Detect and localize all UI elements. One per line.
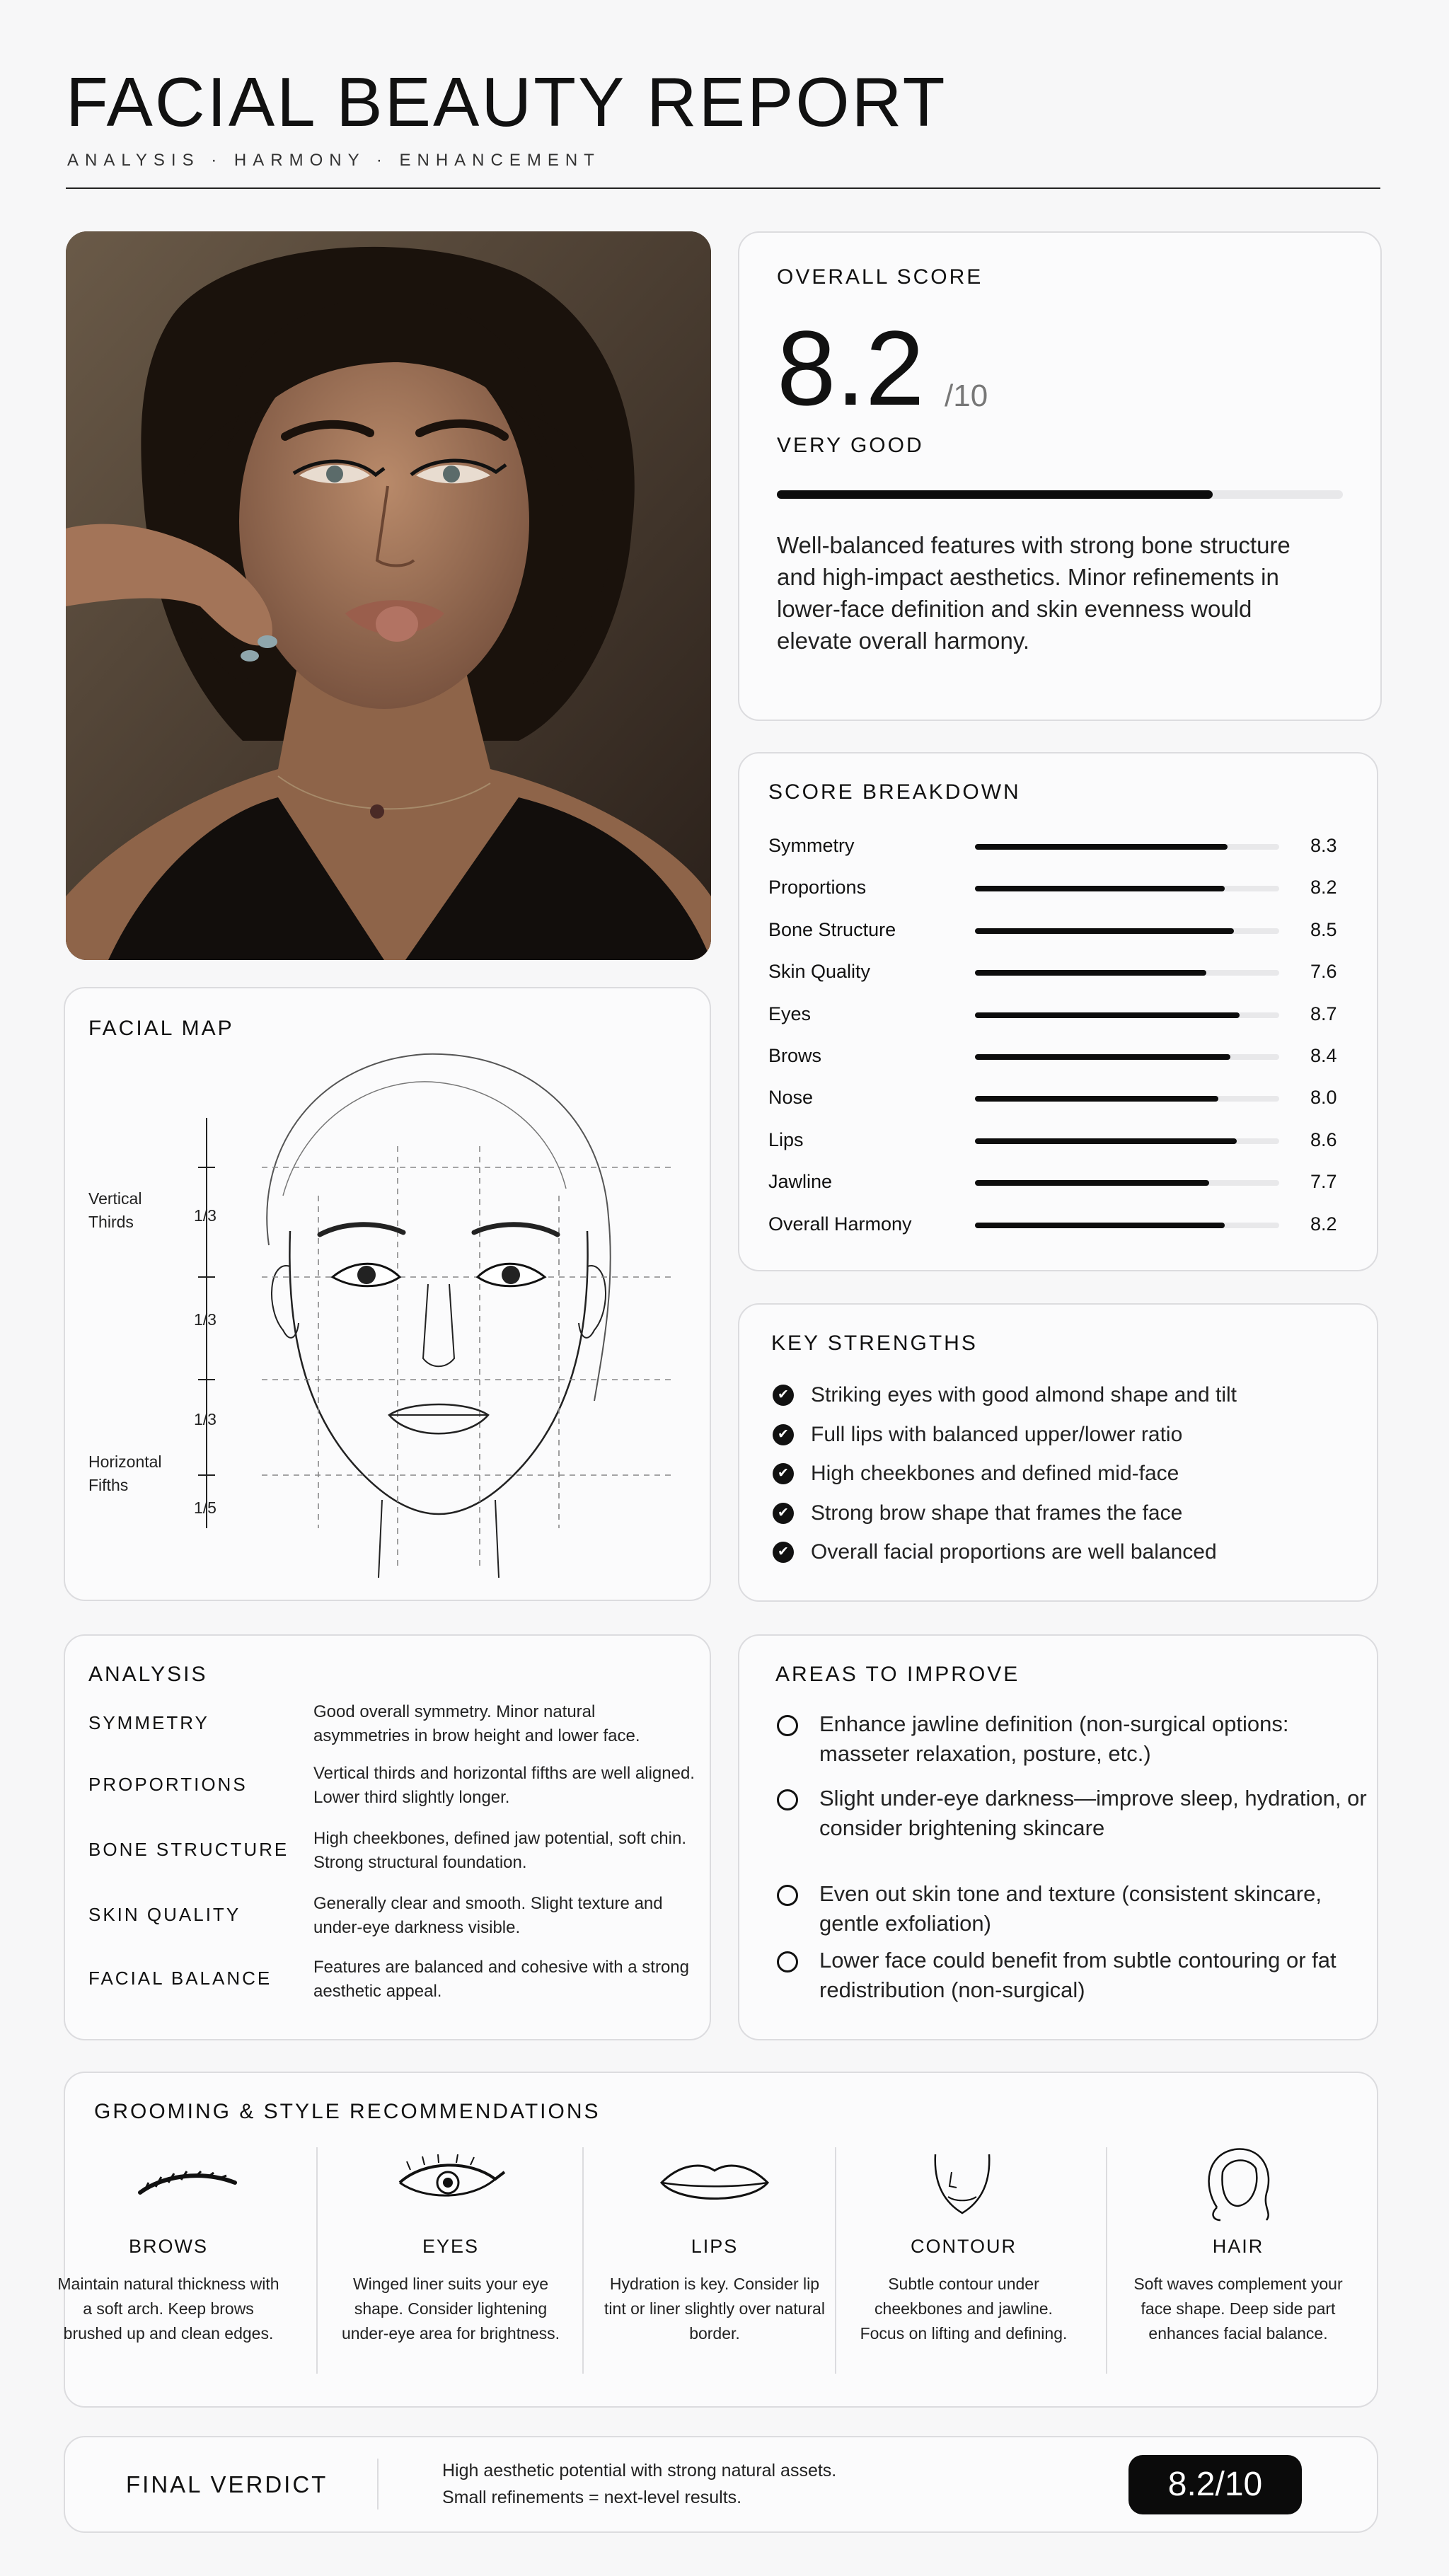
breakdown-bar — [975, 844, 1279, 850]
analysis-key: BONE STRUCTURE — [88, 1839, 289, 1860]
score-breakdown-title: SCORE BREAKDOWN — [768, 780, 1021, 804]
grooming-brows — [55, 2144, 282, 2346]
breakdown-value: 8.7 — [1310, 1003, 1337, 1024]
grooming-contour — [850, 2144, 1077, 2346]
horizontal-fifths-label: Horizontal Fifths — [88, 1452, 162, 1494]
breakdown-bar-fill — [975, 970, 1206, 976]
analysis-key: PROPORTIONS — [88, 1774, 248, 1795]
fraction-upper-third: 1/3 — [194, 1206, 217, 1225]
header-divider — [66, 187, 1380, 189]
overall-score-max: /10 — [945, 379, 988, 413]
breakdown-bar — [975, 886, 1279, 891]
breakdown-label: Symmetry — [768, 835, 855, 856]
grooming-hair — [1125, 2144, 1351, 2346]
breakdown-bar — [975, 1223, 1279, 1228]
breakdown-bar — [975, 970, 1279, 976]
analysis-key: SKIN QUALITY — [88, 1904, 241, 1925]
breakdown-value: 8.6 — [1310, 1129, 1337, 1150]
facial-map-title: FACIAL MAP — [88, 1017, 234, 1040]
portrait-illustration — [66, 231, 711, 960]
analysis-key: FACIAL BALANCE — [88, 1968, 272, 1989]
breakdown-bar-fill — [975, 928, 1234, 934]
improve-item: Enhance jawline definition (non-surgical options: masseter relaxation, posture, etc.) — [819, 1711, 1289, 1766]
grooming-brows-label: BROWS — [128, 2236, 208, 2257]
grooming-divider — [1106, 2147, 1107, 2374]
breakdown-label: Eyes — [768, 1003, 812, 1024]
portrait-photo — [66, 231, 711, 960]
grooming-eyes-text: Winged liner suits your eye shape. Consider lightening under-eye area for brightness. — [341, 2275, 560, 2343]
grooming-lips-text: Hydration is key. Consider lip tint or liner slightly over natural border. — [604, 2275, 825, 2343]
breakdown-bar-fill — [975, 1012, 1240, 1018]
overall-summary: Well-balanced features with strong bone structure and high-impact aesthetics. Minor refinements in lower-face definition and skin evenness would elevate overall harmony. — [777, 532, 1291, 654]
checkmark-icon: ✔ — [773, 1503, 794, 1524]
breakdown-value: 8.2 — [1310, 1213, 1337, 1235]
grooming-hair-label: HAIR — [1212, 2236, 1264, 2257]
breakdown-bar-fill — [975, 1138, 1237, 1144]
breakdown-value: 8.0 — [1310, 1087, 1337, 1108]
analysis-value: Generally clear and smooth. Slight texture and under-eye darkness visible. — [313, 1894, 663, 1937]
grooming-lips-label: LIPS — [691, 2236, 739, 2257]
checkmark-icon: ✔ — [773, 1424, 794, 1445]
fraction-fifth: 1/5 — [194, 1498, 217, 1517]
grooming-brows-text: Maintain natural thickness with a soft arch. Keep brows brushed up and clean edges. — [57, 2275, 279, 2343]
report-title: FACIAL BEAUTY REPORT — [66, 63, 947, 141]
open-circle-icon — [777, 1885, 798, 1906]
score-breakdown-card — [738, 752, 1378, 1271]
grooming-lips — [601, 2144, 828, 2346]
fraction-middle-third: 1/3 — [194, 1310, 217, 1329]
breakdown-bar — [975, 928, 1279, 934]
breakdown-bar — [975, 1096, 1279, 1102]
breakdown-value: 8.3 — [1310, 835, 1337, 856]
breakdown-bar-fill — [975, 886, 1225, 891]
breakdown-value: 7.6 — [1310, 961, 1337, 982]
breakdown-bar — [975, 1138, 1279, 1144]
overall-score-value: 8.2 — [777, 308, 925, 427]
analysis-key: SYMMETRY — [88, 1712, 209, 1733]
checkmark-icon: ✔ — [773, 1385, 794, 1406]
strength-item: Strong brow shape that frames the face — [811, 1501, 1183, 1525]
breakdown-label: Brows — [768, 1045, 822, 1066]
breakdown-label: Bone Structure — [768, 919, 896, 940]
breakdown-value: 7.7 — [1310, 1171, 1337, 1192]
open-circle-icon — [777, 1715, 798, 1736]
overall-rating: VERY GOOD — [777, 434, 924, 457]
report-subtitle: ANALYSIS · HARMONY · ENHANCEMENT — [67, 151, 601, 170]
analysis-value: Good overall symmetry. Minor natural asymmetries in brow height and lower face. — [313, 1702, 640, 1745]
breakdown-label: Skin Quality — [768, 961, 871, 982]
open-circle-icon — [777, 1951, 798, 1973]
vertical-thirds-label: Vertical Thirds — [88, 1189, 142, 1231]
breakdown-bar-fill — [975, 1180, 1209, 1186]
overall-score-label: OVERALL SCORE — [777, 265, 983, 289]
fraction-lower-third: 1/3 — [194, 1410, 217, 1428]
grooming-divider — [316, 2147, 318, 2374]
grooming-contour-text: Subtle contour under cheekbones and jawline. Focus on lifting and defining. — [860, 2275, 1068, 2343]
breakdown-value: 8.2 — [1310, 877, 1337, 898]
analysis-value: Vertical thirds and horizontal fifths are well aligned. Lower third slightly longer. — [313, 1764, 695, 1807]
breakdown-value: 8.4 — [1310, 1045, 1337, 1066]
grooming-eyes — [337, 2144, 564, 2346]
final-verdict-line-2: Small refinements = next-level results. — [442, 2488, 742, 2507]
breakdown-label: Jawline — [768, 1171, 833, 1192]
overall-score-bar — [777, 490, 1343, 499]
breakdown-value: 8.5 — [1310, 919, 1337, 940]
strength-item: High cheekbones and defined mid-face — [811, 1462, 1179, 1485]
verdict-divider — [377, 2459, 379, 2509]
strength-item: Striking eyes with good almond shape and tilt — [811, 1383, 1237, 1407]
breakdown-bar — [975, 1012, 1279, 1018]
improve-item: Even out skin tone and texture (consistent skincare, gentle exfoliation) — [819, 1881, 1322, 1936]
grooming-divider — [582, 2147, 584, 2374]
grooming-contour-label: CONTOUR — [910, 2236, 1017, 2257]
analysis-value: Features are balanced and cohesive with a strong aesthetic appeal. — [313, 1958, 689, 2001]
grooming-divider — [835, 2147, 836, 2374]
open-circle-icon — [777, 1789, 798, 1810]
breakdown-label: Nose — [768, 1087, 814, 1108]
areas-to-improve-title: AREAS TO IMPROVE — [775, 1663, 1020, 1686]
grooming-eyes-label: EYES — [422, 2236, 480, 2257]
key-strengths-title: KEY STRENGTHS — [771, 1332, 978, 1355]
breakdown-bar — [975, 1054, 1279, 1060]
improve-item: Slight under-eye darkness—improve sleep, hydration, or consider brightening skincare — [819, 1786, 1367, 1840]
breakdown-bar-fill — [975, 1054, 1230, 1060]
final-verdict-line-1: High aesthetic potential with strong natural assets. — [442, 2461, 837, 2480]
final-verdict-score: 8.2/10 — [1128, 2455, 1302, 2514]
checkmark-icon: ✔ — [773, 1542, 794, 1563]
improve-item: Lower face could benefit from subtle contouring or fat redistribution (non-surgical) — [819, 1948, 1337, 2002]
analysis-value: High cheekbones, defined jaw potential, soft chin. Strong structural foundation. — [313, 1829, 687, 1872]
breakdown-bar-fill — [975, 1223, 1225, 1228]
checkmark-icon: ✔ — [773, 1463, 794, 1484]
breakdown-bar — [975, 1180, 1279, 1186]
breakdown-label: Lips — [768, 1129, 804, 1150]
grooming-hair-text: Soft waves complement your face shape. Deep side part enhances facial balance. — [1133, 2275, 1343, 2343]
strength-item: Overall facial proportions are well balanced — [811, 1540, 1217, 1564]
grooming-title: GROOMING & STYLE RECOMMENDATIONS — [94, 2100, 601, 2123]
analysis-title: ANALYSIS — [88, 1663, 208, 1686]
breakdown-label: Proportions — [768, 877, 867, 898]
final-verdict-label: FINAL VERDICT — [126, 2471, 328, 2497]
strength-item: Full lips with balanced upper/lower ratio — [811, 1423, 1183, 1446]
breakdown-bar-fill — [975, 1096, 1218, 1102]
breakdown-label: Overall Harmony — [768, 1213, 912, 1235]
face-map-diagram — [198, 1033, 693, 1585]
breakdown-bar-fill — [975, 844, 1228, 850]
overall-score-bar-fill — [777, 490, 1213, 499]
